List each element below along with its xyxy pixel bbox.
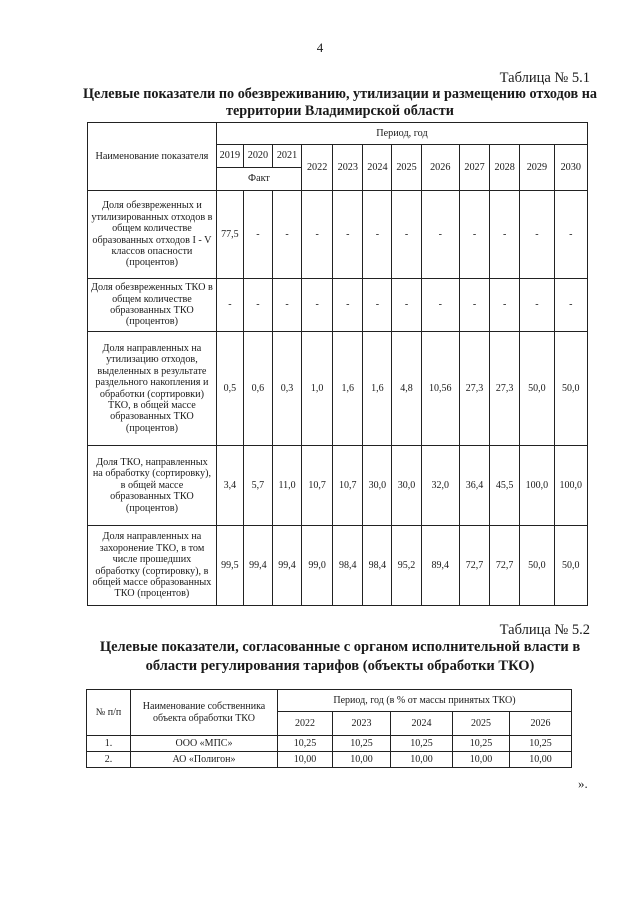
row-number: 2. (87, 752, 131, 768)
year-header: 2024 (391, 712, 453, 736)
year-header: 2022 (278, 712, 333, 736)
row-number: 1. (87, 736, 131, 752)
header-row-number: № п/п (87, 690, 131, 736)
indicator-value: 10,7 (302, 446, 333, 526)
target-value: 10,00 (391, 752, 453, 768)
indicator-value: - (421, 191, 459, 279)
indicator-value: 89,4 (421, 526, 459, 606)
indicator-value: 50,0 (554, 526, 587, 606)
year-header: 2030 (554, 145, 587, 191)
indicator-value: 72,7 (490, 526, 520, 606)
indicator-value: 99,4 (243, 526, 272, 606)
indicator-value: - (459, 191, 489, 279)
year-header: 2019 (216, 145, 243, 168)
target-value: 10,25 (453, 736, 510, 752)
indicator-value: 36,4 (459, 446, 489, 526)
table-row (87, 736, 572, 752)
header-period-percent: Период, год (в % от массы принятых ТКО) (278, 690, 572, 712)
indicator-value: 10,56 (421, 332, 459, 446)
indicator-name: Доля обезвреженных и утилизированных отходов в общем количестве образованных отходов I - V классов опасности (процентов) (88, 191, 217, 279)
indicator-value: 32,0 (421, 446, 459, 526)
indicator-value: - (216, 279, 243, 332)
indicator-value: 100,0 (520, 446, 554, 526)
indicator-value: - (392, 191, 421, 279)
indicator-value: - (520, 279, 554, 332)
header-owner-name: Наименование собственника объекта обработки ТКО (131, 690, 278, 736)
indicator-value: - (459, 279, 489, 332)
table-row (88, 526, 588, 606)
indicator-name: Доля направленных на захоронение ТКО, в том числе прошедших обработку (сортировку), в общей массе образованных ТКО (процентов) (88, 526, 217, 606)
indicator-value: - (243, 191, 272, 279)
indicator-value: - (554, 279, 587, 332)
year-header: 2025 (392, 145, 421, 191)
table-row (88, 191, 588, 279)
indicator-value: 50,0 (520, 332, 554, 446)
indicator-value: 50,0 (554, 332, 587, 446)
indicator-value: 1,0 (302, 332, 333, 446)
year-header: 2027 (459, 145, 489, 191)
year-header: 2023 (333, 145, 363, 191)
table-row (88, 332, 588, 446)
header-fact: Факт (216, 168, 301, 191)
indicator-value: 98,4 (363, 526, 392, 606)
year-header: 2029 (520, 145, 554, 191)
table-row (88, 279, 588, 332)
indicator-value: 1,6 (333, 332, 363, 446)
target-value: 10,25 (391, 736, 453, 752)
indicator-value: - (490, 279, 520, 332)
indicator-value: - (333, 279, 363, 332)
owner-name: ООО «МПС» (131, 736, 278, 752)
indicator-value: - (272, 191, 301, 279)
indicator-value: 77,5 (216, 191, 243, 279)
indicator-value: - (333, 191, 363, 279)
table-title-5-1: Целевые показатели по обезвреживанию, утилизации и размещению отходов на территории Владимирской области (83, 86, 597, 119)
target-value: 10,25 (333, 736, 391, 752)
indicator-value: 5,7 (243, 446, 272, 526)
indicator-value: 99,5 (216, 526, 243, 606)
indicator-value: 98,4 (333, 526, 363, 606)
indicator-value: 99,0 (302, 526, 333, 606)
closing-quote-mark: ». (578, 776, 588, 791)
table-caption-5-1: Таблица № 5.1 (499, 70, 590, 86)
table-caption-5-2: Таблица № 5.2 (499, 622, 590, 638)
table-row (88, 446, 588, 526)
target-value: 10,00 (453, 752, 510, 768)
indicator-value: - (421, 279, 459, 332)
page-number: 4 (316, 40, 324, 55)
year-header: 2022 (302, 145, 333, 191)
indicator-value: - (302, 191, 333, 279)
indicator-value: 99,4 (272, 526, 301, 606)
indicator-value: 50,0 (520, 526, 554, 606)
indicator-value: 3,4 (216, 446, 243, 526)
indicator-value: 0,5 (216, 332, 243, 446)
indicator-name: Доля обезвреженных ТКО в общем количестве образованных ТКО (процентов) (88, 279, 217, 332)
year-header: 2025 (453, 712, 510, 736)
indicator-value: - (243, 279, 272, 332)
table-title-5-2: Целевые показатели, согласованные с органом исполнительной власти в области регулирования тарифов (объекты обработки ТКО) (99, 639, 581, 674)
indicator-value: 27,3 (490, 332, 520, 446)
table-row (87, 752, 572, 768)
indicator-value: 27,3 (459, 332, 489, 446)
indicator-value: - (302, 279, 333, 332)
indicator-name: Доля направленных на утилизацию отходов, выделенных в результате раздельного накопления и обработки (сортировки) ТКО, в общей массе образованных ТКО (процентов) (88, 332, 217, 446)
indicator-value: - (363, 279, 392, 332)
indicator-value: 11,0 (272, 446, 301, 526)
target-value: 10,00 (510, 752, 572, 768)
indicator-value: 100,0 (554, 446, 587, 526)
year-header: 2024 (363, 145, 392, 191)
year-header: 2026 (421, 145, 459, 191)
indicator-value: - (520, 191, 554, 279)
indicator-value: - (272, 279, 301, 332)
target-value: 10,00 (333, 752, 391, 768)
indicator-value: 0,3 (272, 332, 301, 446)
indicator-value: 30,0 (392, 446, 421, 526)
indicator-value: 4,8 (392, 332, 421, 446)
year-header: 2020 (243, 145, 272, 168)
year-header: 2023 (333, 712, 391, 736)
indicator-value: 72,7 (459, 526, 489, 606)
target-value: 10,25 (510, 736, 572, 752)
owner-name: АО «Полигон» (131, 752, 278, 768)
target-value: 10,25 (278, 736, 333, 752)
indicator-value: 0,6 (243, 332, 272, 446)
indicator-value: 95,2 (392, 526, 421, 606)
indicator-value: - (392, 279, 421, 332)
indicator-value: - (554, 191, 587, 279)
indicator-value: - (363, 191, 392, 279)
target-value: 10,00 (278, 752, 333, 768)
indicator-value: 10,7 (333, 446, 363, 526)
indicator-name: Доля ТКО, направленных на обработку (сортировку), в общей массе образованных ТКО (процентов) (88, 446, 217, 526)
year-header: 2028 (490, 145, 520, 191)
header-period: Период, год (216, 123, 587, 145)
indicator-value: 30,0 (363, 446, 392, 526)
indicator-value: 45,5 (490, 446, 520, 526)
indicator-value: 1,6 (363, 332, 392, 446)
header-indicator-name: Наименование показателя (88, 123, 217, 191)
targets-table-5-1 (87, 122, 588, 606)
targets-table-5-2 (86, 689, 572, 768)
year-header: 2026 (510, 712, 572, 736)
indicator-value: - (490, 191, 520, 279)
year-header: 2021 (272, 145, 301, 168)
